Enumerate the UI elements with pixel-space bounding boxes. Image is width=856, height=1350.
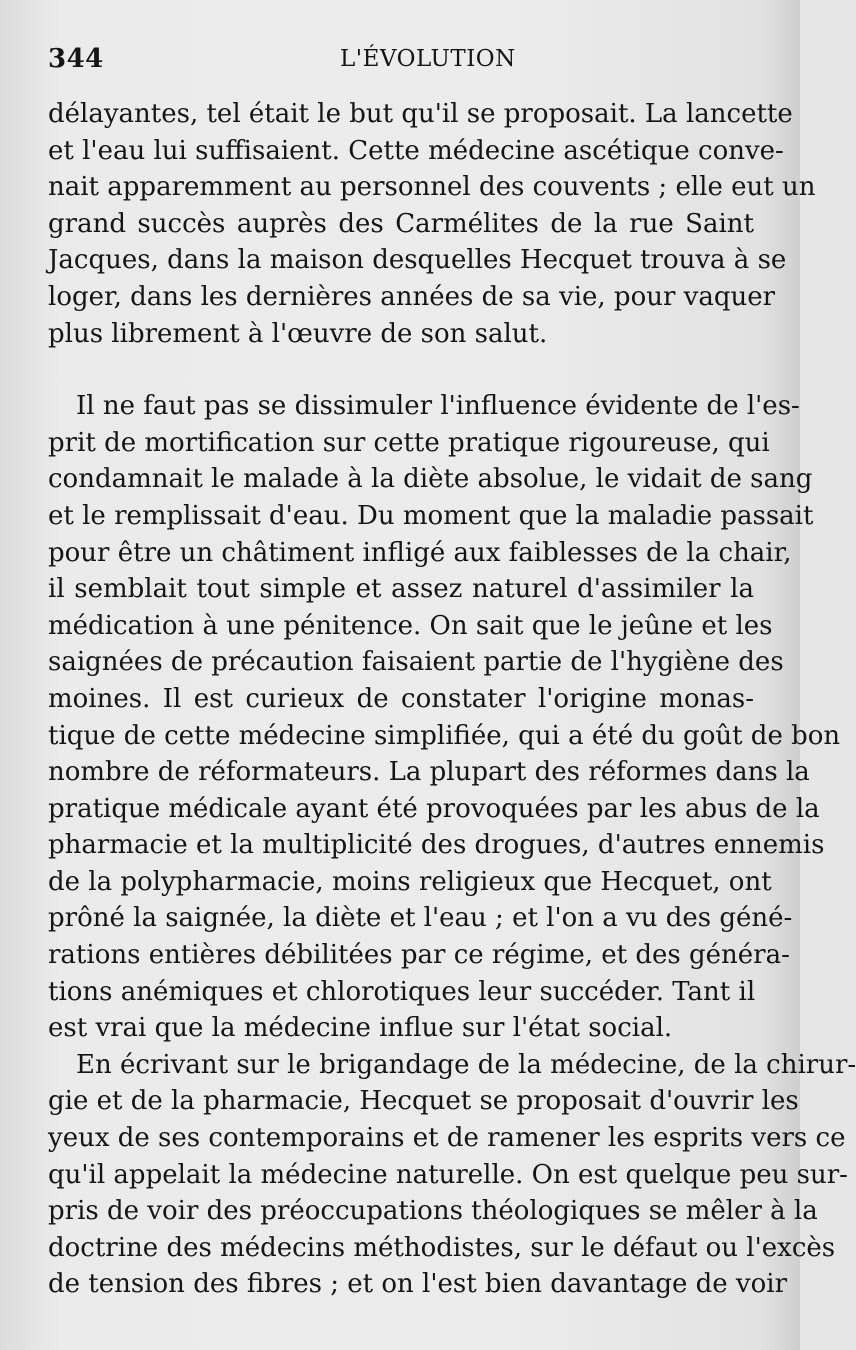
- text-line: doctrine des médecins méthodistes, sur le défaut ou l'excès: [48, 1232, 836, 1263]
- text-line: plus librement à l'œuvre de son salut.: [48, 318, 548, 349]
- paragraph-gap: [48, 352, 754, 388]
- text-line: rations entières débilitées par ce régime, et des généra-: [48, 940, 790, 971]
- text-line: et le remplissait d'eau. Du moment que la maladie passait: [48, 500, 814, 531]
- text-line: moines. Il est curieux de constater l'origine monas-: [48, 683, 754, 714]
- text-line: grand succès auprès des Carmélites de la rue Saint: [48, 208, 754, 239]
- text-line: tions anémiques et chlorotiques leur succéder. Tant il: [48, 976, 756, 1007]
- text-line: gie et de la pharmacie, Hecquet se proposait d'ouvrir les: [48, 1086, 799, 1117]
- text-line: qu'il appelait la médecine naturelle. On est quelque peu sur-: [48, 1159, 848, 1190]
- text-line: Jacques, dans la maison desquelles Hecquet trouva à se: [48, 245, 787, 276]
- text-line: condamnait le malade à la diète absolue, le vidait de sang: [48, 464, 813, 495]
- text-line: prôné la saignée, la diète et l'eau ; et l'on a vu des géné-: [48, 903, 793, 934]
- body-text: [48, 96, 856, 1303]
- text-line: de tension des fibres ; et on l'est bien davantage de voir: [48, 1269, 787, 1300]
- text-line: il semblait tout simple et assez naturel d'assimiler la: [48, 574, 754, 605]
- text-line: et l'eau lui suffisaient. Cette médecine ascétique conve-: [48, 135, 784, 166]
- text-line: prit de mortification sur cette pratique rigoureuse, qui: [48, 427, 770, 458]
- text-line: yeux de ses contemporains et de ramener les esprits vers ce: [48, 1123, 846, 1154]
- text-line: nombre de réformateurs. La plupart des réformes dans la: [48, 757, 810, 788]
- page-number: 344: [48, 44, 104, 74]
- paragraph: [48, 96, 816, 352]
- text-line: nait apparemment au personnel des couvents ; elle eut un: [48, 172, 816, 203]
- text-line: pratique médicale ayant été provoquées par les abus de la: [48, 793, 820, 824]
- text-line: de la polypharmacie, moins religieux que Hecquet, ont: [48, 866, 772, 897]
- text-line: saignées de précaution faisaient partie de l'hygiène des: [48, 647, 784, 678]
- running-title: L'ÉVOLUTION: [340, 46, 516, 72]
- text-line: pharmacie et la multiplicité des drogues, d'autres ennemis: [48, 830, 825, 861]
- text-line: loger, dans les dernières années de sa vie, pour vaquer: [48, 281, 776, 312]
- text-line: est vrai que la médecine influe sur l'état social.: [48, 1013, 673, 1044]
- paragraph: [48, 1047, 856, 1303]
- text-line: En écrivant sur le brigandage de la médecine, de la chirur-: [76, 1049, 856, 1080]
- running-head: [48, 40, 758, 76]
- text-line: Il ne faut pas se dissimuler l'influence évidente de l'es-: [76, 391, 800, 422]
- text-line: tique de cette médecine simplifiée, qui a été du goût de bon: [48, 720, 841, 751]
- paragraph: [48, 388, 841, 1047]
- text-line: pris de voir des préoccupations théologiques se mêler à la: [48, 1196, 818, 1227]
- text-line: délayantes, tel était le but qu'il se proposait. La lancette: [48, 99, 793, 129]
- text-line: médication à une pénitence. On sait que le jeûne et les: [48, 610, 773, 641]
- text-line: pour être un châtiment infligé aux faiblesses de la chair,: [48, 537, 792, 568]
